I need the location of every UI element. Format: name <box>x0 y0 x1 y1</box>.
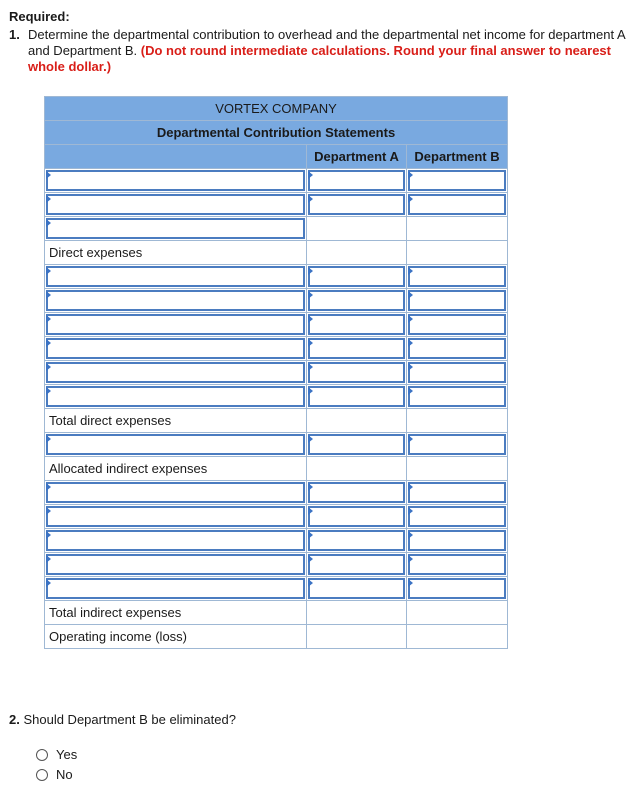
dept-a-input[interactable] <box>307 553 407 577</box>
dropdown-arrow-icon[interactable] <box>46 171 51 179</box>
table-row <box>45 169 508 193</box>
table-row <box>45 289 508 313</box>
dept-a-input[interactable] <box>307 433 407 457</box>
total-indirect-expenses-label: Total indirect expenses <box>45 601 307 625</box>
dropdown-arrow-icon[interactable] <box>46 291 51 299</box>
dept-b-input[interactable] <box>407 529 508 553</box>
dropdown-arrow-icon[interactable] <box>46 531 51 539</box>
dept-b-input[interactable] <box>407 265 508 289</box>
dept-b-input[interactable] <box>407 577 508 601</box>
dropdown-arrow-icon[interactable] <box>46 507 51 515</box>
option-yes-label: Yes <box>56 747 78 762</box>
dept-b-cell <box>407 241 508 265</box>
row-label-input[interactable] <box>45 265 307 289</box>
operating-income-dept-b <box>407 625 508 649</box>
dropdown-arrow-icon[interactable] <box>308 579 313 587</box>
table-row <box>45 433 508 457</box>
dept-a-input[interactable] <box>307 193 407 217</box>
dropdown-arrow-icon[interactable] <box>308 483 313 491</box>
table-row <box>45 529 508 553</box>
dropdown-arrow-icon[interactable] <box>308 291 313 299</box>
table-row <box>45 241 508 265</box>
direct-expenses-label: Direct expenses <box>45 241 307 265</box>
dropdown-arrow-icon[interactable] <box>408 267 413 275</box>
row-label-input[interactable] <box>45 169 307 193</box>
table-row <box>45 505 508 529</box>
contribution-statement-table <box>44 96 508 649</box>
dropdown-arrow-icon[interactable] <box>408 483 413 491</box>
total-direct-dept-a <box>307 409 407 433</box>
table-row <box>45 409 508 433</box>
table-row <box>45 313 508 337</box>
dropdown-arrow-icon[interactable] <box>408 531 413 539</box>
dept-a-input[interactable] <box>307 481 407 505</box>
dropdown-arrow-icon[interactable] <box>308 195 313 203</box>
table-row <box>45 193 508 217</box>
row-label-input[interactable] <box>45 529 307 553</box>
allocated-indirect-expenses-label: Allocated indirect expenses <box>45 457 307 481</box>
dropdown-arrow-icon[interactable] <box>308 435 313 443</box>
required-heading: Required: <box>9 9 70 24</box>
dept-b-input[interactable] <box>407 553 508 577</box>
table-row <box>45 601 508 625</box>
dept-a-input[interactable] <box>307 265 407 289</box>
dept-b-cell <box>407 457 508 481</box>
row-label-input[interactable] <box>45 217 307 241</box>
table-row <box>45 457 508 481</box>
operating-income-label: Operating income (loss) <box>45 625 307 649</box>
dropdown-arrow-icon[interactable] <box>46 315 51 323</box>
operating-income-dept-a <box>307 625 407 649</box>
radio-no[interactable] <box>36 769 48 781</box>
table-row <box>45 265 508 289</box>
total-indirect-dept-b <box>407 601 508 625</box>
dropdown-arrow-icon[interactable] <box>408 315 413 323</box>
dropdown-arrow-icon[interactable] <box>408 339 413 347</box>
total-direct-dept-b <box>407 409 508 433</box>
question-1 <box>9 27 629 75</box>
question-2 <box>9 712 236 727</box>
dropdown-arrow-icon[interactable] <box>408 171 413 179</box>
dropdown-arrow-icon[interactable] <box>308 315 313 323</box>
dropdown-arrow-icon[interactable] <box>408 555 413 563</box>
table-row <box>45 481 508 505</box>
row-label-input[interactable] <box>45 553 307 577</box>
dept-b-input[interactable] <box>407 385 508 409</box>
total-indirect-dept-a <box>307 601 407 625</box>
header-department-b: Department B <box>407 145 508 169</box>
row-label-input[interactable] <box>45 385 307 409</box>
dropdown-arrow-icon[interactable] <box>308 267 313 275</box>
dept-b-input[interactable] <box>407 169 508 193</box>
dropdown-arrow-icon[interactable] <box>46 555 51 563</box>
dropdown-arrow-icon[interactable] <box>46 483 51 491</box>
row-label-input[interactable] <box>45 313 307 337</box>
question-1-number: 1. <box>9 27 20 42</box>
dept-b-cell <box>407 217 508 241</box>
question-2-text: Should Department B be eliminated? <box>23 712 236 727</box>
dropdown-arrow-icon[interactable] <box>308 387 313 395</box>
table-row <box>45 385 508 409</box>
dept-a-input[interactable] <box>307 385 407 409</box>
header-blank <box>45 145 307 169</box>
dropdown-arrow-icon[interactable] <box>308 363 313 371</box>
dropdown-arrow-icon[interactable] <box>308 555 313 563</box>
question-2-number: 2. <box>9 712 20 727</box>
dropdown-arrow-icon[interactable] <box>308 171 313 179</box>
dropdown-arrow-icon[interactable] <box>308 339 313 347</box>
question-1-text: Determine the departmental contribution to overhead and the departmental net income for department A and Department B. <box>28 27 625 58</box>
dept-a-input[interactable] <box>307 169 407 193</box>
table-row <box>45 553 508 577</box>
dept-a-cell <box>307 457 407 481</box>
dropdown-arrow-icon[interactable] <box>408 435 413 443</box>
row-label-input[interactable] <box>45 337 307 361</box>
dropdown-arrow-icon[interactable] <box>46 579 51 587</box>
row-label-input[interactable] <box>45 289 307 313</box>
dept-b-input[interactable] <box>407 337 508 361</box>
dropdown-arrow-icon[interactable] <box>308 531 313 539</box>
row-label-input[interactable] <box>45 481 307 505</box>
dept-b-input[interactable] <box>407 193 508 217</box>
dropdown-arrow-icon[interactable] <box>308 507 313 515</box>
dropdown-arrow-icon[interactable] <box>46 267 51 275</box>
option-yes[interactable] <box>36 747 77 762</box>
table-row <box>45 337 508 361</box>
row-label-input[interactable] <box>45 505 307 529</box>
statement-title: Departmental Contribution Statements <box>45 121 508 145</box>
dept-b-input[interactable] <box>407 481 508 505</box>
dropdown-arrow-icon[interactable] <box>46 195 51 203</box>
dropdown-arrow-icon[interactable] <box>408 195 413 203</box>
table-row <box>45 577 508 601</box>
dept-a-input[interactable] <box>307 577 407 601</box>
total-direct-expenses-label: Total direct expenses <box>45 409 307 433</box>
dropdown-arrow-icon[interactable] <box>408 507 413 515</box>
dept-b-input[interactable] <box>407 361 508 385</box>
dropdown-arrow-icon[interactable] <box>408 387 413 395</box>
row-label-input[interactable] <box>45 433 307 457</box>
dept-a-input[interactable] <box>307 361 407 385</box>
option-no[interactable] <box>36 767 73 782</box>
dept-b-input[interactable] <box>407 505 508 529</box>
dropdown-arrow-icon[interactable] <box>46 219 51 227</box>
table-row <box>45 625 508 649</box>
radio-yes[interactable] <box>36 749 48 761</box>
dept-a-input[interactable] <box>307 505 407 529</box>
dept-a-input[interactable] <box>307 529 407 553</box>
dept-b-input[interactable] <box>407 289 508 313</box>
dept-a-input[interactable] <box>307 337 407 361</box>
question-1-instruction: (Do not round intermediate calculations. Round your final answer to nearest whole dollar.) <box>28 43 611 74</box>
dropdown-arrow-icon[interactable] <box>408 363 413 371</box>
dept-a-input[interactable] <box>307 289 407 313</box>
dept-b-input[interactable] <box>407 433 508 457</box>
dropdown-arrow-icon[interactable] <box>46 435 51 443</box>
row-label-input[interactable] <box>45 193 307 217</box>
table-row <box>45 361 508 385</box>
row-label-input[interactable] <box>45 577 307 601</box>
dept-a-input[interactable] <box>307 313 407 337</box>
dept-b-input[interactable] <box>407 313 508 337</box>
table-row <box>45 217 508 241</box>
company-name: VORTEX COMPANY <box>45 97 508 121</box>
row-label-input[interactable] <box>45 361 307 385</box>
dropdown-arrow-icon[interactable] <box>46 387 51 395</box>
dropdown-arrow-icon[interactable] <box>46 363 51 371</box>
dropdown-arrow-icon[interactable] <box>408 579 413 587</box>
dropdown-arrow-icon[interactable] <box>46 339 51 347</box>
dept-a-cell <box>307 217 407 241</box>
option-no-label: No <box>56 767 73 782</box>
dropdown-arrow-icon[interactable] <box>408 291 413 299</box>
dept-a-cell <box>307 241 407 265</box>
header-department-a: Department A <box>307 145 407 169</box>
